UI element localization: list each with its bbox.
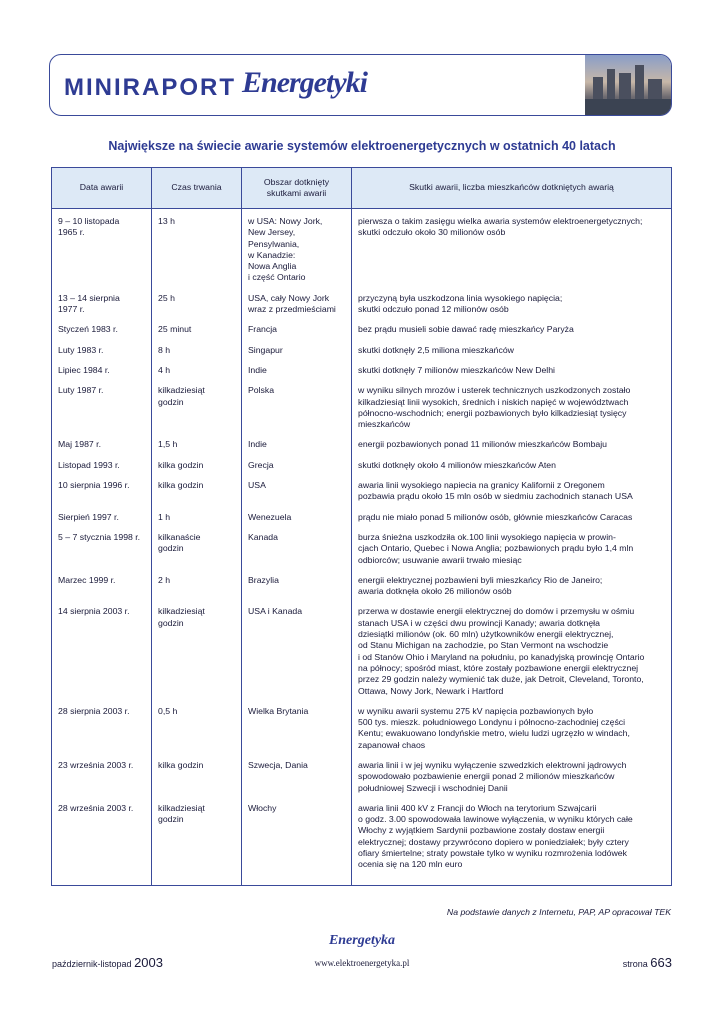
table-row [52,293,672,325]
cell-date: Luty 1983 r. [52,345,152,365]
cell-date: Luty 1987 r. [52,385,152,439]
cell-area: Indie [242,439,352,459]
footer-issue-year: 2003 [134,955,163,970]
cell-effects: przerwa w dostawie energii elektrycznej do domów i przemysłu w ośmiu stanach USA i w części dwu prowincji Kanady; awaria dotknęła dziesiątki milionów (ok. 60 mln) użytkowników energii elektrycznej, od Stanu Michigan na zachodzie, po Stan Vermont na wschodzie i od Stanów Ohio i Maryland na południu, po kanadyjską prowincję Ontario na północy; spośród miast, które zostały pozbawione energii elektrycznej przez 29 godzin należy wymienić tak duże, jak Detroit, Cleveland, Toronto, Ottawa, Nowy Jork, Newark i Hartford [352,606,672,705]
cell-effects: skutki dotknęły 2,5 miliona mieszkańców [352,345,672,365]
cell-date: 9 – 10 listopada 1965 r. [52,209,152,293]
cell-effects: prądu nie miało ponad 5 milionów osób, głównie mieszkańców Caracas [352,512,672,532]
cell-area: Wielka Brytania [242,706,352,760]
table-row [52,606,672,705]
table-row [52,532,672,575]
cell-date: 13 – 14 sierpnia 1977 r. [52,293,152,325]
city-skyline-image [585,55,671,115]
cell-duration: 1,5 h [152,439,242,459]
cell-area: USA [242,480,352,512]
cell-area: Francja [242,324,352,344]
cell-duration: 4 h [152,365,242,385]
column-header-effects: Skutki awarii, liczba mieszkańców dotkniętych awarią [352,168,672,209]
table-row [52,706,672,760]
cell-effects: awaria linii wysokiego napiecia na granicy Kalifornii z Oregonem pozbawia prądu około 15 mln osób w siedmiu zachodnich stanach USA [352,480,672,512]
cell-effects: awaria linii 400 kV z Francji do Włoch na terytorium Szwajcarii o godz. 3.00 spowodowała lawinowe wyłączenia, w wyniku których całe Włochy z wyjątkiem Sardynii pozbawione zostały dostaw energii elektrycznej; dostawy przywrócono dopiero w poniedziałek; były cztery ofiary śmiertelne; straty powstałe tylko w wyniku rozmrożenia lodówek ocenia się na 120 mln euro [352,803,672,885]
cell-duration: 25 minut [152,324,242,344]
cell-effects: w wyniku silnych mrozów i usterek technicznych uszkodzonych zostało kilkadziesiąt linii wysokich, średnich i niskich napięć w województwach północno-wschodnich; energii pozbawionych było kilkadziesiąt tysięcy mieszkańców [352,385,672,439]
footer-issue-months: październik-listopad [52,959,132,969]
table-row [52,209,672,293]
footer-logo: Energetyka [328,933,396,948]
cell-area: Polska [242,385,352,439]
cell-duration: kilkadziesiąt godzin [152,606,242,705]
cell-area: Włochy [242,803,352,885]
cell-date: 28 sierpnia 2003 r. [52,706,152,760]
cell-area: Wenezuela [242,512,352,532]
outages-table [51,167,672,886]
cell-effects: bez prądu musieli sobie dawać radę mieszkańcy Paryża [352,324,672,344]
footer-url[interactable]: www.elektroenergetyka.pl [314,958,410,968]
cell-date: 14 sierpnia 2003 r. [52,606,152,705]
cell-effects: skutki dotknęły około 4 milionów mieszkańców Aten [352,460,672,480]
cell-effects: przyczyną była uszkodzona linia wysokiego napięcia; skutki odczuło ponad 12 milionów osób [352,293,672,325]
cell-effects: energii elektrycznej pozbawieni byli mieszkańcy Rio de Janeiro; awaria dotknęła około 26 milionów osób [352,575,672,607]
cell-date: Styczeń 1983 r. [52,324,152,344]
cell-duration: kilka godzin [152,460,242,480]
table-row [52,512,672,532]
table-row [52,760,672,803]
cell-area: USA i Kanada [242,606,352,705]
source-note: Na podstawie danych z Internetu, PAP, AP opracował TEK [446,907,671,917]
cell-area: USA, cały Nowy Jork wraz z przedmieściami [242,293,352,325]
cell-effects: burza śnieżna uszkodziła ok.100 linii wysokiego napięcia w prowin- cjach Ontario, Quebec i Nowa Anglia; pozbawionych prądu było 1,4 mln odbiorców; usuwanie awarii trwało miesiąc [352,532,672,575]
cell-date: 10 sierpnia 1996 r. [52,480,152,512]
cell-date: 5 – 7 stycznia 1998 r. [52,532,152,575]
cell-duration: 13 h [152,209,242,293]
footer-page-label: strona [622,959,648,969]
cell-effects: skutki dotknęły 7 milionów mieszkańców New Delhi [352,365,672,385]
report-title: Największe na świecie awarie systemów elektroenergetycznych w ostatnich 40 latach [108,139,616,153]
cell-duration: 2 h [152,575,242,607]
cell-date: 23 września 2003 r. [52,760,152,803]
cell-date: Sierpień 1997 r. [52,512,152,532]
cell-date: Marzec 1999 r. [52,575,152,607]
cell-duration: 8 h [152,345,242,365]
table-row [52,385,672,439]
cell-duration: kilkanaście godzin [152,532,242,575]
cell-area: Grecja [242,460,352,480]
cell-date: Maj 1987 r. [52,439,152,459]
table-row [52,365,672,385]
table-row [52,575,672,607]
cell-date: Listopad 1993 r. [52,460,152,480]
table-row [52,480,672,512]
cell-area: Szwecja, Dania [242,760,352,803]
cell-duration: 0,5 h [152,706,242,760]
table-row [52,439,672,459]
cell-effects: awaria linii i w jej wyniku wyłączenie szwedzkich elektrowni jądrowych spowodowało pozbawienie energii ponad 2 milionów mieszkańców południowej Szwecji i wschodniej Danii [352,760,672,803]
cell-area: Brazylia [242,575,352,607]
cell-duration: 1 h [152,512,242,532]
cell-area: w USA: Nowy Jork, New Jersey, Pensylwania, w Kanadzie: Nowa Anglia i część Ontario [242,209,352,293]
cell-effects: pierwsza o takim zasięgu wielka awaria systemów elektroenergetycznych; skutki odczuło około 30 milionów osób [352,209,672,293]
header-banner [49,54,672,116]
column-header-duration: Czas trwania [152,168,242,209]
cell-duration: kilka godzin [152,480,242,512]
cell-area: Kanada [242,532,352,575]
cell-date: 28 września 2003 r. [52,803,152,885]
cell-duration: kilkadziesiąt godzin [152,385,242,439]
footer-page [623,955,672,970]
table-row [52,324,672,344]
table-header-row [52,168,672,209]
footer-page-number: 663 [650,955,672,970]
cell-area: Indie [242,365,352,385]
cell-effects: energii pozbawionych ponad 11 milionów mieszkańców Bombaju [352,439,672,459]
cell-area: Singapur [242,345,352,365]
cell-date: Lipiec 1984 r. [52,365,152,385]
cell-duration: 25 h [152,293,242,325]
brand-script-logo: Energetyki [242,66,367,99]
table-row [52,803,672,885]
cell-duration: kilka godzin [152,760,242,803]
cell-effects: w wyniku awarii systemu 275 kV napięcia pozbawionych było 500 tys. mieszk. południowego Londynu i północno-zachodniej części Kentu; ewakuowano londyńskie metro, wielu ludzi ugrzęzło w windach, zapanował chaos [352,706,672,760]
table-row [52,460,672,480]
brand-title: MINIRAPORT [64,74,236,101]
table-row [52,345,672,365]
column-header-area: Obszar dotknięty skutkami awarii [242,168,352,209]
cell-duration: kilkadziesiąt godzin [152,803,242,885]
column-header-date: Data awarii [52,168,152,209]
